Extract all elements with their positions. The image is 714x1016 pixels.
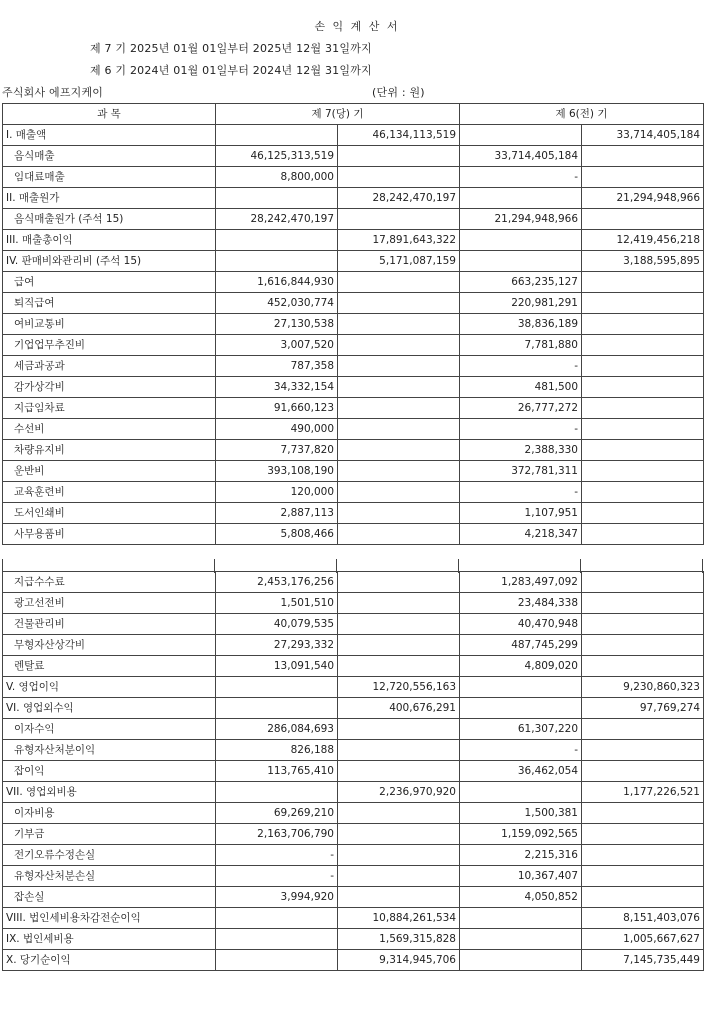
current-total-cell: 17,891,643,322 xyxy=(338,230,460,251)
current-detail-cell: 452,030,774 xyxy=(216,293,338,314)
current-detail-cell: 1,501,510 xyxy=(216,593,338,614)
current-detail-cell xyxy=(216,251,338,272)
current-detail-cell: 1,616,844,930 xyxy=(216,272,338,293)
table-row xyxy=(3,824,704,845)
current-detail-cell xyxy=(216,782,338,803)
prior-detail-cell: 36,462,054 xyxy=(460,761,582,782)
current-total-cell xyxy=(338,614,460,635)
current-total-cell xyxy=(338,803,460,824)
prior-total-cell xyxy=(582,398,704,419)
prior-detail-cell: 7,781,880 xyxy=(460,335,582,356)
current-total-cell xyxy=(338,146,460,167)
prior-total-cell xyxy=(582,356,704,377)
account-cell: 음식매출원가 (주석 15) xyxy=(3,209,216,230)
account-cell: IV. 판매비와관리비 (주석 15) xyxy=(3,251,216,272)
current-total-cell xyxy=(338,719,460,740)
prior-detail-cell xyxy=(460,698,582,719)
current-detail-cell: - xyxy=(216,845,338,866)
prior-total-cell: 12,419,456,218 xyxy=(582,230,704,251)
prior-detail-cell: - xyxy=(460,167,582,188)
current-detail-cell: 490,000 xyxy=(216,419,338,440)
account-cell: 임대료매출 xyxy=(3,167,216,188)
table-row xyxy=(3,167,704,188)
prior-total-cell xyxy=(582,719,704,740)
table-row xyxy=(3,503,704,524)
current-total-cell xyxy=(338,761,460,782)
current-total-cell xyxy=(338,356,460,377)
prior-total-cell xyxy=(582,824,704,845)
prior-detail-cell: 1,159,092,565 xyxy=(460,824,582,845)
current-total-cell xyxy=(338,503,460,524)
account-cell: VIII. 법인세비용차감전순이익 xyxy=(3,908,216,929)
current-total-cell: 1,569,315,828 xyxy=(338,929,460,950)
prior-detail-cell: 33,714,405,184 xyxy=(460,146,582,167)
account-cell: 세금과공과 xyxy=(3,356,216,377)
table-row xyxy=(3,188,704,209)
current-total-cell: 46,134,113,519 xyxy=(338,125,460,146)
current-total-cell xyxy=(338,209,460,230)
current-detail-cell xyxy=(216,929,338,950)
prior-total-cell xyxy=(582,440,704,461)
table-row xyxy=(3,440,704,461)
prior-detail-cell: 21,294,948,966 xyxy=(460,209,582,230)
current-total-cell xyxy=(338,335,460,356)
table-row xyxy=(3,356,704,377)
account-cell: 교육훈련비 xyxy=(3,482,216,503)
current-detail-cell: 28,242,470,197 xyxy=(216,209,338,230)
current-total-cell xyxy=(338,572,460,593)
prior-detail-cell: - xyxy=(460,356,582,377)
account-cell: 렌탈료 xyxy=(3,656,216,677)
table-row xyxy=(3,335,704,356)
current-total-cell xyxy=(338,419,460,440)
current-detail-cell: 826,188 xyxy=(216,740,338,761)
table-row xyxy=(3,887,704,908)
prior-detail-cell xyxy=(460,908,582,929)
current-detail-cell: 393,108,190 xyxy=(216,461,338,482)
table-row xyxy=(3,698,704,719)
prior-detail-cell xyxy=(460,125,582,146)
table-row xyxy=(3,146,704,167)
prior-total-cell xyxy=(582,656,704,677)
current-total-cell xyxy=(338,740,460,761)
current-detail-cell: 120,000 xyxy=(216,482,338,503)
header-prior-period: 제 6(전) 기 xyxy=(460,104,704,125)
prior-detail-cell: 2,215,316 xyxy=(460,845,582,866)
table-row xyxy=(3,677,704,698)
prior-detail-cell xyxy=(460,188,582,209)
account-cell: 퇴직급여 xyxy=(3,293,216,314)
current-total-cell xyxy=(338,314,460,335)
account-cell: 급여 xyxy=(3,272,216,293)
table-row xyxy=(3,209,704,230)
current-total-cell xyxy=(338,482,460,503)
prior-detail-cell xyxy=(460,677,582,698)
prior-detail-cell: 1,500,381 xyxy=(460,803,582,824)
current-detail-cell xyxy=(216,950,338,971)
prior-detail-cell xyxy=(460,251,582,272)
prior-detail-cell xyxy=(460,929,582,950)
current-total-cell xyxy=(338,398,460,419)
current-detail-cell: 34,332,154 xyxy=(216,377,338,398)
table-row xyxy=(3,782,704,803)
account-cell: VI. 영업외수익 xyxy=(3,698,216,719)
current-detail-cell xyxy=(216,188,338,209)
current-detail-cell: - xyxy=(216,866,338,887)
current-detail-cell: 3,007,520 xyxy=(216,335,338,356)
account-cell: VII. 영업외비용 xyxy=(3,782,216,803)
current-total-cell xyxy=(338,272,460,293)
current-total-cell: 28,242,470,197 xyxy=(338,188,460,209)
prior-total-cell: 97,769,274 xyxy=(582,698,704,719)
prior-total-cell xyxy=(582,761,704,782)
account-cell: 여비교통비 xyxy=(3,314,216,335)
current-detail-cell: 27,293,332 xyxy=(216,635,338,656)
current-detail-cell: 3,994,920 xyxy=(216,887,338,908)
prior-detail-cell: 372,781,311 xyxy=(460,461,582,482)
prior-total-cell xyxy=(582,524,704,545)
account-cell: 수선비 xyxy=(3,419,216,440)
prior-total-cell xyxy=(582,377,704,398)
current-total-cell xyxy=(338,293,460,314)
table-row xyxy=(3,482,704,503)
account-cell: 운반비 xyxy=(3,461,216,482)
account-cell: 잡손실 xyxy=(3,887,216,908)
table-row xyxy=(3,803,704,824)
current-detail-cell: 91,660,123 xyxy=(216,398,338,419)
current-total-cell: 2,236,970,920 xyxy=(338,782,460,803)
prior-detail-cell: 2,388,330 xyxy=(460,440,582,461)
period-prior: 제 6 기 2024년 01월 01일부터 2024년 12월 31일까지 xyxy=(90,64,372,77)
table-row xyxy=(3,614,704,635)
current-detail-cell: 2,453,176,256 xyxy=(216,572,338,593)
prior-detail-cell: 10,367,407 xyxy=(460,866,582,887)
account-cell: 기부금 xyxy=(3,824,216,845)
table-row xyxy=(3,635,704,656)
current-detail-cell: 13,091,540 xyxy=(216,656,338,677)
current-detail-cell xyxy=(216,698,338,719)
current-total-cell xyxy=(338,845,460,866)
current-detail-cell: 2,887,113 xyxy=(216,503,338,524)
account-cell: X. 당기순이익 xyxy=(3,950,216,971)
income-statement-table-bottom xyxy=(2,571,704,971)
prior-total-cell xyxy=(582,614,704,635)
table-row xyxy=(3,761,704,782)
account-cell: 이자비용 xyxy=(3,803,216,824)
current-total-cell xyxy=(338,593,460,614)
current-total-cell xyxy=(338,887,460,908)
prior-detail-cell: 4,050,852 xyxy=(460,887,582,908)
prior-detail-cell xyxy=(460,950,582,971)
table-row xyxy=(3,866,704,887)
account-cell: 무형자산상각비 xyxy=(3,635,216,656)
table-row xyxy=(3,908,704,929)
prior-total-cell xyxy=(582,461,704,482)
current-detail-cell: 40,079,535 xyxy=(216,614,338,635)
account-cell: 도서인쇄비 xyxy=(3,503,216,524)
current-total-cell xyxy=(338,656,460,677)
prior-total-cell: 1,005,667,627 xyxy=(582,929,704,950)
header-account: 과 목 xyxy=(3,104,216,125)
table-row xyxy=(3,593,704,614)
prior-total-cell xyxy=(582,635,704,656)
prior-total-cell: 9,230,860,323 xyxy=(582,677,704,698)
period-current: 제 7 기 2025년 01월 01일부터 2025년 12월 31일까지 xyxy=(90,42,372,55)
prior-total-cell: 1,177,226,521 xyxy=(582,782,704,803)
prior-total-cell xyxy=(582,209,704,230)
account-cell: 유형자산처분손실 xyxy=(3,866,216,887)
prior-total-cell xyxy=(582,482,704,503)
table-row xyxy=(3,230,704,251)
account-cell: 광고선전비 xyxy=(3,593,216,614)
prior-total-cell xyxy=(582,866,704,887)
prior-total-cell: 8,151,403,076 xyxy=(582,908,704,929)
current-detail-cell xyxy=(216,677,338,698)
prior-total-cell xyxy=(582,293,704,314)
current-total-cell xyxy=(338,524,460,545)
prior-total-cell: 33,714,405,184 xyxy=(582,125,704,146)
prior-detail-cell: 487,745,299 xyxy=(460,635,582,656)
prior-detail-cell: 481,500 xyxy=(460,377,582,398)
current-total-cell xyxy=(338,167,460,188)
prior-detail-cell: - xyxy=(460,419,582,440)
table-row xyxy=(3,419,704,440)
prior-total-cell xyxy=(582,887,704,908)
current-total-cell xyxy=(338,824,460,845)
header-current-period: 제 7(당) 기 xyxy=(216,104,460,125)
prior-detail-cell: 1,107,951 xyxy=(460,503,582,524)
account-cell: 건물관리비 xyxy=(3,614,216,635)
account-cell: 기업업무추진비 xyxy=(3,335,216,356)
current-detail-cell: 2,163,706,790 xyxy=(216,824,338,845)
current-detail-cell: 8,800,000 xyxy=(216,167,338,188)
current-total-cell: 5,171,087,159 xyxy=(338,251,460,272)
prior-detail-cell: 4,218,347 xyxy=(460,524,582,545)
prior-detail-cell xyxy=(460,782,582,803)
current-total-cell xyxy=(338,461,460,482)
prior-detail-cell: - xyxy=(460,482,582,503)
table-row xyxy=(3,461,704,482)
prior-detail-cell: 220,981,291 xyxy=(460,293,582,314)
current-total-cell xyxy=(338,635,460,656)
prior-total-cell xyxy=(582,803,704,824)
current-detail-cell xyxy=(216,908,338,929)
account-cell: 음식매출 xyxy=(3,146,216,167)
table-row xyxy=(3,125,704,146)
prior-total-cell: 21,294,948,966 xyxy=(582,188,704,209)
prior-total-cell xyxy=(582,167,704,188)
prior-total-cell xyxy=(582,419,704,440)
prior-total-cell xyxy=(582,146,704,167)
account-cell: 사무용품비 xyxy=(3,524,216,545)
table-row xyxy=(3,272,704,293)
table-row xyxy=(3,377,704,398)
account-cell: 전기오류수정손실 xyxy=(3,845,216,866)
current-detail-cell xyxy=(216,230,338,251)
account-cell: 잡이익 xyxy=(3,761,216,782)
account-cell: 차량유지비 xyxy=(3,440,216,461)
account-cell: 이자수익 xyxy=(3,719,216,740)
document-title: 손 익 계 산 서 xyxy=(314,20,400,33)
prior-detail-cell: 26,777,272 xyxy=(460,398,582,419)
prior-total-cell xyxy=(582,593,704,614)
column-header-row xyxy=(3,104,704,125)
current-detail-cell: 27,130,538 xyxy=(216,314,338,335)
prior-detail-cell xyxy=(460,230,582,251)
prior-total-cell: 3,188,595,895 xyxy=(582,251,704,272)
prior-detail-cell: - xyxy=(460,740,582,761)
prior-detail-cell: 40,470,948 xyxy=(460,614,582,635)
prior-total-cell xyxy=(582,740,704,761)
current-detail-cell: 286,084,693 xyxy=(216,719,338,740)
prior-total-cell xyxy=(582,572,704,593)
income-statement-table-top xyxy=(2,103,704,545)
account-cell: V. 영업이익 xyxy=(3,677,216,698)
unit-label: (단위 : 원) xyxy=(372,86,425,99)
account-cell: 유형자산처분이익 xyxy=(3,740,216,761)
prior-total-cell xyxy=(582,503,704,524)
table-row xyxy=(3,740,704,761)
prior-total-cell: 7,145,735,449 xyxy=(582,950,704,971)
prior-detail-cell: 61,307,220 xyxy=(460,719,582,740)
account-cell: IX. 법인세비용 xyxy=(3,929,216,950)
prior-detail-cell: 4,809,020 xyxy=(460,656,582,677)
table-row xyxy=(3,398,704,419)
prior-total-cell xyxy=(582,314,704,335)
account-cell: II. 매출원가 xyxy=(3,188,216,209)
current-detail-cell: 69,269,210 xyxy=(216,803,338,824)
account-cell: I. 매출액 xyxy=(3,125,216,146)
table-row xyxy=(3,845,704,866)
prior-detail-cell: 23,484,338 xyxy=(460,593,582,614)
table-row xyxy=(3,293,704,314)
current-detail-cell: 113,765,410 xyxy=(216,761,338,782)
prior-detail-cell: 663,235,127 xyxy=(460,272,582,293)
table-row xyxy=(3,251,704,272)
account-cell: 지급임차료 xyxy=(3,398,216,419)
current-total-cell xyxy=(338,440,460,461)
current-detail-cell: 787,358 xyxy=(216,356,338,377)
prior-total-cell xyxy=(582,845,704,866)
table-row xyxy=(3,572,704,593)
current-total-cell: 12,720,556,163 xyxy=(338,677,460,698)
current-total-cell: 10,884,261,534 xyxy=(338,908,460,929)
prior-detail-cell: 38,836,189 xyxy=(460,314,582,335)
current-detail-cell: 46,125,313,519 xyxy=(216,146,338,167)
current-total-cell: 400,676,291 xyxy=(338,698,460,719)
prior-total-cell xyxy=(582,272,704,293)
account-cell: III. 매출총이익 xyxy=(3,230,216,251)
current-detail-cell: 5,808,466 xyxy=(216,524,338,545)
current-total-cell: 9,314,945,706 xyxy=(338,950,460,971)
table-row xyxy=(3,524,704,545)
table-row xyxy=(3,950,704,971)
table-row xyxy=(3,929,704,950)
account-cell: 지급수수료 xyxy=(3,572,216,593)
account-cell: 감가상각비 xyxy=(3,377,216,398)
current-detail-cell: 7,737,820 xyxy=(216,440,338,461)
current-total-cell xyxy=(338,377,460,398)
table-row xyxy=(3,656,704,677)
prior-total-cell xyxy=(582,335,704,356)
company-name: 주식회사 에프지케이 xyxy=(2,86,104,99)
table-row xyxy=(3,314,704,335)
prior-detail-cell: 1,283,497,092 xyxy=(460,572,582,593)
current-total-cell xyxy=(338,866,460,887)
table-row xyxy=(3,719,704,740)
current-detail-cell xyxy=(216,125,338,146)
